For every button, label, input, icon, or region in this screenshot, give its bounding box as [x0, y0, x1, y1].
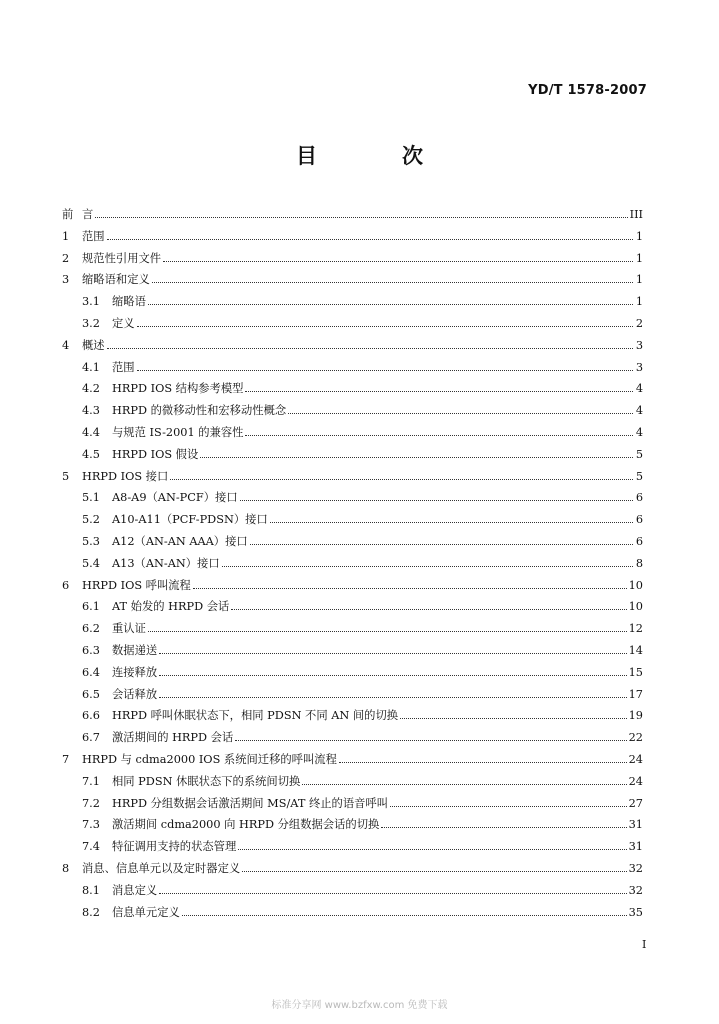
- toc-entry[interactable]: [62, 596, 643, 618]
- toc-entry-number: 5: [62, 469, 70, 483]
- toc-entry-title: HRPD 呼叫休眠状态下，相同 PDSN 不同 AN 间的切换: [112, 709, 399, 723]
- toc-entry-number: 4: [62, 338, 70, 352]
- dot-leader: [159, 653, 626, 654]
- dot-leader: [302, 784, 626, 785]
- toc-entry[interactable]: [62, 793, 643, 815]
- toc-entry[interactable]: [62, 444, 643, 466]
- toc-entry[interactable]: [62, 705, 643, 727]
- toc-entry-number: 3: [62, 273, 70, 287]
- dot-leader: [200, 457, 633, 458]
- toc-entry[interactable]: [62, 836, 643, 858]
- toc-entry-page: 24: [628, 774, 643, 788]
- dot-leader: [288, 413, 633, 414]
- toc-entry-title: HRPD 与 cdma2000 IOS 系统间迁移的呼叫流程: [82, 752, 337, 766]
- toc-entry-title: 定义: [112, 316, 135, 330]
- toc-entry[interactable]: [62, 858, 643, 880]
- toc-entry-title: 连接释放: [112, 665, 158, 679]
- toc-entry[interactable]: [62, 749, 643, 771]
- toc-entry-page: 6: [635, 491, 643, 505]
- toc-entry[interactable]: [62, 226, 643, 248]
- dot-leader: [148, 631, 627, 632]
- toc-entry-title: HRPD IOS 接口: [82, 469, 169, 483]
- toc-entry[interactable]: [62, 400, 643, 422]
- toc-entry-title: A12（AN-AN AAA）接口: [112, 534, 248, 548]
- toc-entry-number: 6.1: [82, 600, 100, 614]
- toc-entry-number: 7: [62, 752, 70, 766]
- toc-entry-page: 35: [628, 905, 643, 919]
- toc-entry[interactable]: [62, 422, 643, 444]
- dot-leader: [238, 849, 626, 850]
- toc-entry[interactable]: [62, 269, 643, 291]
- toc-entry-page: 10: [628, 600, 643, 614]
- toc-entry[interactable]: [62, 618, 643, 640]
- dot-leader: [148, 304, 633, 305]
- toc-entry-number: 7.2: [82, 796, 100, 810]
- toc-entry-page: 5: [635, 447, 643, 461]
- toc-entry-title: 会话释放: [112, 687, 158, 701]
- toc-entry-title: 缩略语和定义: [82, 273, 150, 287]
- toc-entry-title: HRPD IOS 呼叫流程: [82, 578, 191, 592]
- toc-entry-number: 7.1: [82, 774, 100, 788]
- toc-entry[interactable]: [62, 771, 643, 793]
- dot-leader: [193, 588, 627, 589]
- toc-entry-number: 6.2: [82, 622, 100, 636]
- toc-entry[interactable]: [62, 640, 643, 662]
- toc-entry-title: A13（AN-AN）接口: [112, 556, 220, 570]
- toc-entry[interactable]: [62, 880, 643, 902]
- toc-entry-page: 10: [628, 578, 643, 592]
- dot-leader: [245, 435, 633, 436]
- dot-leader: [240, 500, 633, 501]
- toc-entry[interactable]: [62, 684, 643, 706]
- toc-entry-number: 7.3: [82, 818, 100, 832]
- toc-entry-number: 5.4: [82, 556, 100, 570]
- dot-leader: [235, 740, 626, 741]
- dot-leader: [159, 675, 626, 676]
- toc-entry-page: 6: [635, 513, 643, 527]
- toc-entry[interactable]: [62, 531, 643, 553]
- toc-entry-number: 4.3: [82, 404, 100, 418]
- toc-entry-number: 8: [62, 861, 70, 875]
- toc-entry-page: 1: [635, 273, 643, 287]
- toc-entry-number: 6: [62, 578, 70, 592]
- dot-leader: [390, 806, 627, 807]
- dot-leader: [170, 479, 633, 480]
- dot-leader: [107, 348, 633, 349]
- toc-entry-number: 7.4: [82, 840, 100, 854]
- toc-entry-page: 31: [628, 818, 643, 832]
- toc-entry[interactable]: [62, 509, 643, 531]
- watermark: 标准分享网 www.bzfxw.com 免费下载: [271, 1000, 448, 1011]
- toc-entry[interactable]: [62, 466, 643, 488]
- toc-entry-number: 前: [62, 208, 74, 221]
- toc-entry-number: 6.3: [82, 643, 100, 657]
- toc-entry-title: HRPD 分组数据会话激活期间 MS/AT 终止的语音呼叫: [112, 796, 389, 810]
- toc-entry[interactable]: [62, 357, 643, 379]
- toc-entry[interactable]: [62, 378, 643, 400]
- toc-entry-page: 1: [635, 251, 643, 265]
- toc-entry-page: 3: [635, 338, 643, 352]
- dot-leader: [163, 261, 633, 262]
- dot-leader: [231, 609, 626, 610]
- dot-leader: [137, 326, 633, 327]
- toc-entry-number: 5.3: [82, 534, 100, 548]
- toc-entry-page: 2: [635, 316, 643, 330]
- toc-entry-number: 6.7: [82, 731, 100, 745]
- toc-entry-page: 4: [635, 425, 643, 439]
- toc-entry-title: 数据递送: [112, 643, 158, 657]
- toc-entry-number: 6.6: [82, 709, 100, 723]
- toc-entry-title: 言: [82, 208, 94, 221]
- toc-entry-page: 4: [635, 382, 643, 396]
- dot-leader: [182, 915, 627, 916]
- toc-entry[interactable]: [62, 291, 643, 313]
- toc-entry-title: 相同 PDSN 休眠状态下的系统间切换: [112, 774, 301, 788]
- toc-entry-title: 范围: [82, 229, 105, 243]
- toc-entry-title: 概述: [82, 338, 105, 352]
- toc-entry-title: 信息单元定义: [112, 905, 180, 919]
- toc-entry-page: 32: [628, 861, 643, 875]
- toc-entry[interactable]: [62, 335, 643, 357]
- toc-entry-page: 22: [628, 731, 643, 745]
- toc-entry-title: 激活期间的 HRPD 会话: [112, 731, 234, 745]
- toc-entry-number: 6.5: [82, 687, 100, 701]
- toc-entry-number: 8.2: [82, 905, 100, 919]
- dot-leader: [339, 762, 627, 763]
- toc-entry-page: 4: [635, 404, 643, 418]
- dot-leader: [381, 827, 626, 828]
- dot-leader: [159, 893, 626, 894]
- toc-entry-number: 4.2: [82, 382, 100, 396]
- page-title: 目 次: [296, 144, 455, 168]
- toc-entry-page: 17: [628, 687, 643, 701]
- toc-entry-title: 消息定义: [112, 883, 158, 897]
- toc-entry-title: 与规范 IS-2001 的兼容性: [112, 425, 244, 439]
- toc-entry-page: 8: [635, 556, 643, 570]
- toc-entry-title: 范围: [112, 360, 135, 374]
- dot-leader: [400, 718, 627, 719]
- toc-entry-number: 4.1: [82, 360, 100, 374]
- toc-entry-number: 1: [62, 229, 70, 243]
- toc-entry-number: 8.1: [82, 883, 100, 897]
- toc-entry-page: 1: [635, 295, 643, 309]
- toc-entry-number: 5.2: [82, 513, 100, 527]
- dot-leader: [159, 697, 626, 698]
- toc-entry-title: 重认证: [112, 622, 146, 636]
- toc-entry-number: 2: [62, 251, 70, 265]
- dot-leader: [95, 217, 627, 218]
- toc-entry[interactable]: [62, 204, 643, 226]
- toc-entry[interactable]: [62, 248, 643, 270]
- toc-entry-page: III: [629, 208, 643, 221]
- toc-entry-number: 3.1: [82, 295, 100, 309]
- toc-entry-title: 特征调用支持的状态管理: [112, 840, 237, 854]
- toc-entry[interactable]: [62, 487, 643, 509]
- toc-entry-number: 5.1: [82, 491, 100, 505]
- toc-entry-title: HRPD IOS 假设: [112, 447, 199, 461]
- toc-entry-title: 消息、信息单元以及定时器定义: [82, 861, 241, 875]
- toc-entry-number: 4.4: [82, 425, 100, 439]
- toc-entry-page: 6: [635, 534, 643, 548]
- toc-entry-page: 12: [628, 622, 643, 636]
- toc-entry-number: 3.2: [82, 316, 100, 330]
- toc-entry-number: 6.4: [82, 665, 100, 679]
- dot-leader: [270, 522, 633, 523]
- toc-entry-title: A10-A11（PCF-PDSN）接口: [112, 513, 268, 527]
- toc-entry-page: 3: [635, 360, 643, 374]
- dot-leader: [245, 391, 633, 392]
- toc-entry-title: 缩略语: [112, 295, 146, 309]
- dot-leader: [242, 871, 626, 872]
- toc-entry-page: 27: [628, 796, 643, 810]
- table-of-contents: [62, 204, 643, 923]
- toc-entry-title: HRPD 的微移动性和宏移动性概念: [112, 404, 287, 418]
- standard-code: YD/T 1578-2007: [528, 83, 647, 98]
- toc-entry[interactable]: [62, 313, 643, 335]
- toc-entry-page: 31: [628, 840, 643, 854]
- toc-entry-page: 5: [635, 469, 643, 483]
- dot-leader: [107, 239, 633, 240]
- toc-entry-number: 4.5: [82, 447, 100, 461]
- toc-entry-page: 15: [628, 665, 643, 679]
- dot-leader: [137, 370, 633, 371]
- toc-entry[interactable]: [62, 553, 643, 575]
- toc-entry-title: 规范性引用文件: [82, 251, 162, 265]
- dot-leader: [250, 544, 633, 545]
- toc-entry-title: A8-A9（AN-PCF）接口: [112, 491, 238, 505]
- toc-entry[interactable]: [62, 662, 643, 684]
- toc-entry-page: 19: [628, 709, 643, 723]
- dot-leader: [222, 566, 633, 567]
- page-number: I: [642, 938, 647, 951]
- toc-entry-page: 1: [635, 229, 643, 243]
- toc-entry-title: 激活期间 cdma2000 向 HRPD 分组数据会话的切换: [112, 818, 380, 832]
- dot-leader: [152, 282, 633, 283]
- toc-entry-page: 14: [628, 643, 643, 657]
- toc-entry-page: 32: [628, 883, 643, 897]
- toc-entry-title: AT 始发的 HRPD 会话: [112, 600, 230, 614]
- toc-entry[interactable]: [62, 575, 643, 597]
- toc-entry-page: 24: [628, 752, 643, 766]
- toc-entry-title: HRPD IOS 结构参考模型: [112, 382, 244, 396]
- toc-entry[interactable]: [62, 902, 643, 924]
- toc-entry[interactable]: [62, 727, 643, 749]
- toc-entry[interactable]: [62, 814, 643, 836]
